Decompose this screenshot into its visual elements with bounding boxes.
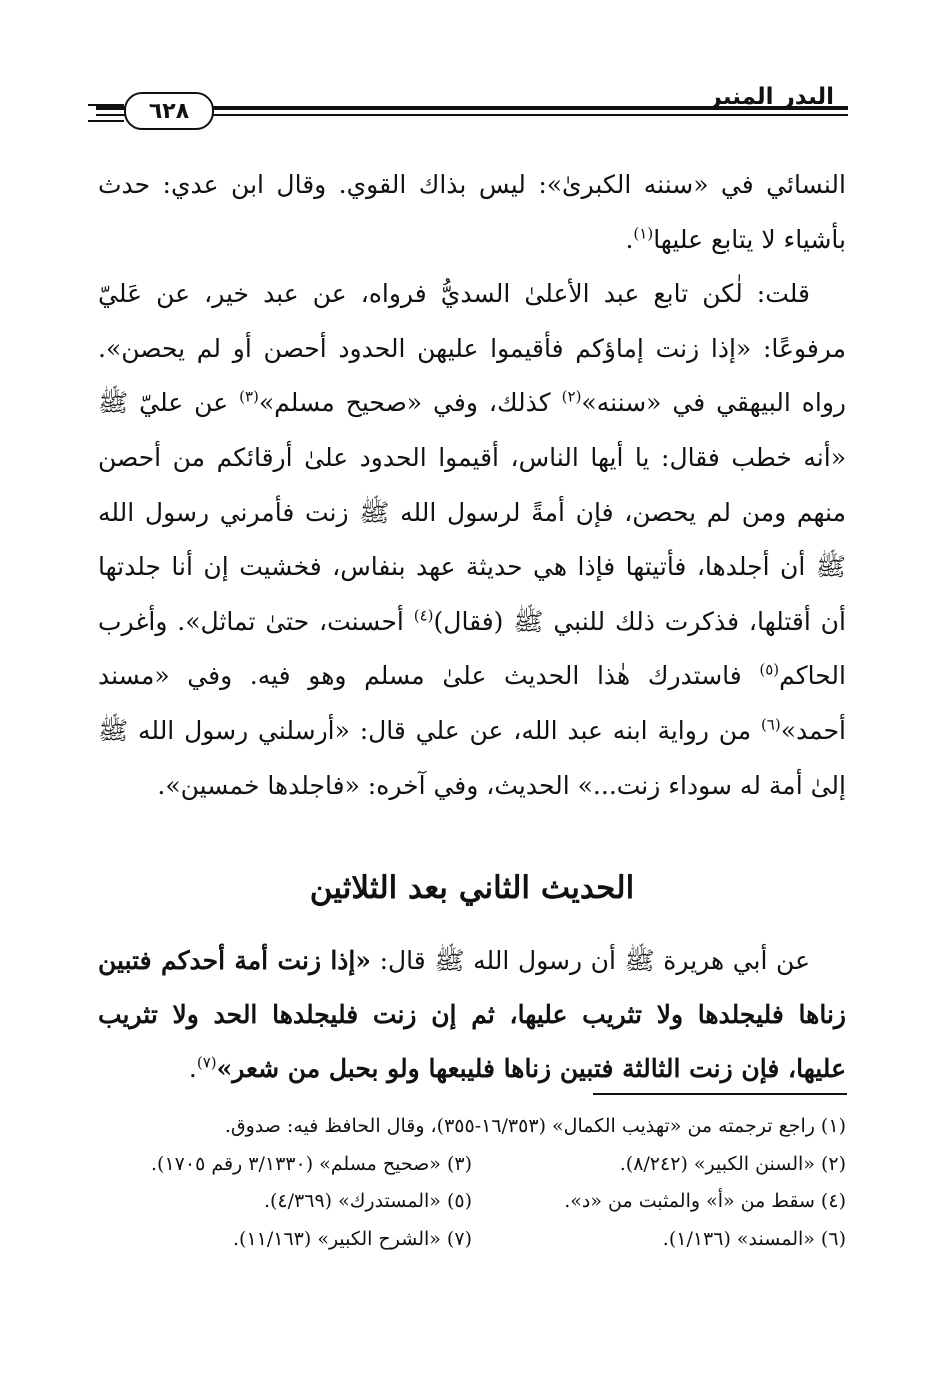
- footnote-7: (٧) «الشرح الكبير» (١١/١٦٣).: [232, 1227, 472, 1250]
- page-header: [96, 78, 848, 130]
- running-title: البدر المنير: [708, 84, 834, 110]
- paragraph: [98, 158, 846, 267]
- text-run: عن عليّ ﷺ «أنه خطب فقال: يا أيها الناس، أقيموا الحدود علىٰ أرقائكم من أحصن منهم ومن لم يحصن، فإن أمةً لرسول الله ﷺ زنت فأمرني رسول الله ﷺ أن أجلدها، فأتيتها فإذا هي حديثة عهد بنفاس، فخشيت إن أنا جلدتها أن أقتلها، فذكرت ذلك للنبي ﷺ (فقال): [98, 388, 847, 636]
- footnote-1: (١) راجع ترجمته من «تهذيب الكمال» (١٦/٣٥٣-٣٥٥)، وقال الحافظ فيه: صدوق.: [224, 1115, 846, 1137]
- text-run: .: [625, 224, 634, 254]
- text-run: النسائي في «سننه الكبرىٰ»: ليس بذاك القوي. وقال ابن عدي: حدث بأشياء لا يتابع عليها: [98, 170, 846, 254]
- header-rule-ornament: [88, 104, 124, 122]
- footnote-separator: [593, 1093, 847, 1095]
- footnotes: [98, 1108, 846, 1258]
- footnote-marker: (٧): [196, 1053, 217, 1072]
- text-run: أحسنت، حتىٰ تماثل». وأغرب الحاكم: [98, 606, 846, 691]
- footnote-row: [98, 1146, 846, 1184]
- text-run: كذلك، وفي «صحيح مسلم»: [258, 388, 562, 418]
- hadith-paragraph: [98, 934, 846, 1096]
- main-text: [98, 158, 846, 813]
- text-run: فاستدرك هٰذا الحديث علىٰ مسلم وهو فيه. وفي «مسند أحمد»: [98, 661, 846, 745]
- footnote-row: [98, 1221, 846, 1259]
- text-run: قلت: لٰكن تابع عبد الأعلىٰ السديُّ فرواه، عن عبد خير، عن عَليّ مرفوعًا: «إذا زنت إماؤكم فأقيموا عليهن الحدود أحصن أو لم يحصن». رواه البيهقي في «سننه»: [98, 279, 846, 418]
- footnote-6: (٦) «المسند» (١/١٣٦).: [662, 1227, 846, 1250]
- hadith-end: .: [188, 1054, 197, 1083]
- footnote-4: (٤) سقط من «أ» والمثبت من «د».: [564, 1190, 846, 1212]
- hadith-intro: عن أبي هريرة ﷺ أن رسول الله ﷺ قال:: [371, 946, 810, 975]
- footnote-row: [98, 1183, 846, 1221]
- section-heading: الحديث الثاني بعد الثلاثين: [309, 870, 635, 906]
- footnote-marker: (٦): [760, 715, 781, 734]
- footnote-marker: (٣): [239, 388, 259, 407]
- footnote-marker: (٤): [413, 606, 434, 625]
- footnote-marker: (٢): [561, 388, 582, 407]
- text-run: من رواية ابنه عبد الله، عن علي قال: «أرسلني رسول الله ﷺ إلىٰ أمة له سوداء زنت...» الحديث، وفي آخره: «فاجلدها خمسين».: [98, 715, 846, 800]
- footnote-2: (٢) «السنن الكبير» (٨/٢٤٢).: [619, 1152, 846, 1175]
- hadith-text: [98, 934, 846, 1096]
- footnote-marker: (١): [633, 224, 654, 243]
- page-number: ٦٢٨: [124, 92, 214, 130]
- footnote-3: (٣) «صحيح مسلم» (٣/١٣٣٠ رقم ١٧٠٥).: [151, 1152, 472, 1175]
- footnote-5: (٥) «المستدرك» (٤/٣٦٩).: [263, 1190, 472, 1212]
- hadith-quote: «إذا زنت أمة أحدكم فتبين زناها فليجلدها ولا تثريب عليها، ثم إن زنت فليجلدها الحد ولا تثريب عليها، فإن زنت الثالثة فتبين زناها فليبعها ولو بحبل من شعر»: [98, 946, 846, 1083]
- footnote-marker: (٥): [759, 661, 780, 680]
- paragraph: [98, 267, 846, 813]
